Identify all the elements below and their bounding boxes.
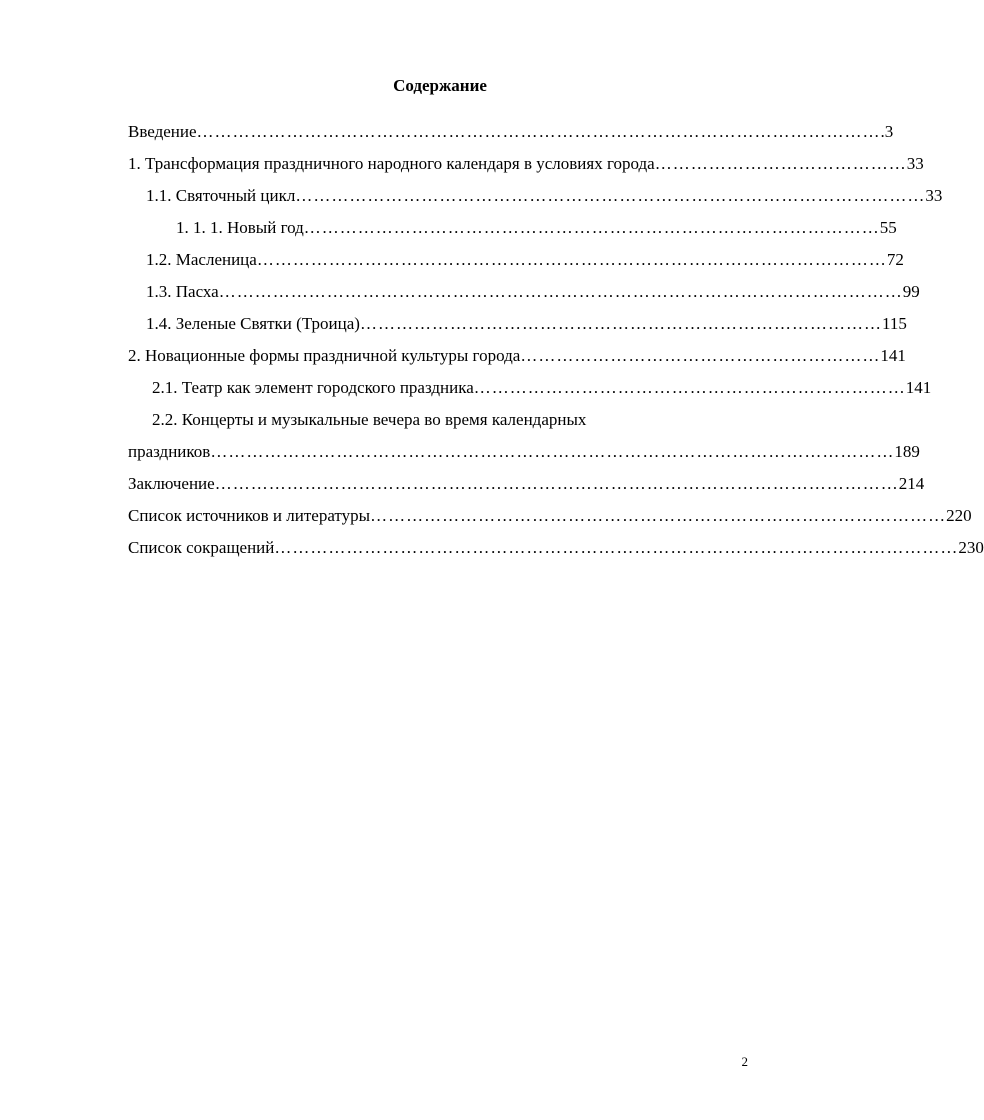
page-number: 2 (741, 1054, 748, 1069)
toc-entry[interactable] (128, 474, 925, 506)
toc-entry[interactable] (128, 282, 920, 314)
toc-entry-page: 99 (902, 282, 920, 301)
toc-entry[interactable] (128, 154, 924, 186)
toc-entry-page: 141 (905, 378, 932, 397)
table-of-contents (128, 122, 984, 570)
toc-leader-dots: …………………………………………………………………………………………………… (210, 442, 895, 461)
toc-entry-label: 1.4. Зеленые Святки (Троица) (146, 314, 360, 333)
toc-entry-page: 72 (886, 250, 904, 269)
toc-entry[interactable] (128, 314, 907, 346)
toc-leader-dots: …………………………………… (654, 154, 907, 173)
toc-entry[interactable] (128, 538, 984, 570)
toc-entry-page: 55 (879, 218, 897, 237)
toc-leader-dots: …………………………………………………… (520, 346, 881, 365)
toc-entry-label: Список источников и литературы (128, 506, 371, 525)
toc-leader-dots: ……………………………………………………………… (473, 378, 906, 397)
toc-leader-dots: …………………………………………………………………………………………………… (218, 282, 903, 301)
toc-entry-page: 33 (925, 186, 943, 205)
toc-entry-label: Список сокращений (128, 538, 275, 557)
toc-leader-dots: …………………………………………………………………………………………… (295, 186, 926, 205)
toc-entry-label: 1.3. Пасха (146, 282, 219, 301)
toc-entry-label: 1.1. Святочный цикл (146, 186, 296, 205)
page-title: Содержание (393, 76, 487, 95)
toc-entry-label: 1. 1. 1. Новый год (176, 218, 304, 237)
toc-entry-page: 230 (958, 538, 984, 557)
toc-entry-label: 2.1. Театр как элемент городского праздника (152, 378, 474, 397)
toc-leader-dots: …………………………………………………………………………… (359, 314, 882, 333)
toc-leader-dots: …………………………………………………………………………………… (303, 218, 880, 237)
toc-entry-label: 2.2. Концерты и музыкальные вечера во время календарных (152, 410, 587, 429)
toc-leader-dots: …………………………………………………………………………………………………… (274, 538, 959, 557)
toc-entry-label: 1.2. Масленица (146, 250, 257, 269)
toc-entry-page: 220 (946, 506, 972, 525)
toc-leader-dots: …………………………………………………………………………………………………… (196, 122, 881, 141)
toc-entry[interactable] (128, 122, 894, 154)
toc-leader-dots: …………………………………………………………………………………………… (256, 250, 887, 269)
toc-entry-page: 115 (881, 314, 907, 333)
toc-entry-wrapped-line[interactable] (128, 410, 748, 442)
toc-entry[interactable] (128, 442, 920, 474)
toc-entry-label: праздников (128, 442, 211, 461)
toc-entry-page: 141 (880, 346, 906, 365)
toc-entry-label: Введение (128, 122, 197, 141)
toc-entry-page: 33 (906, 154, 924, 173)
toc-entry-page: .3 (880, 122, 894, 141)
toc-entry-label: 2. Новационные формы праздничной культуры города (128, 346, 521, 365)
toc-leader-dots: …………………………………………………………………………………………………… (214, 474, 899, 493)
toc-entry[interactable] (128, 186, 943, 218)
toc-entry[interactable] (128, 346, 906, 378)
toc-entry-page: 189 (894, 442, 920, 461)
toc-entry[interactable] (128, 250, 904, 282)
toc-entry-label: Заключение (128, 474, 215, 493)
toc-entry-label: 1. Трансформация праздничного народного календаря в условиях города (128, 154, 655, 173)
toc-entry-page: 214 (898, 474, 925, 493)
toc-leader-dots: …………………………………………………………………………………… (370, 506, 947, 525)
toc-entry[interactable] (128, 378, 932, 410)
toc-entry[interactable] (128, 506, 972, 538)
toc-entry[interactable] (128, 218, 897, 250)
